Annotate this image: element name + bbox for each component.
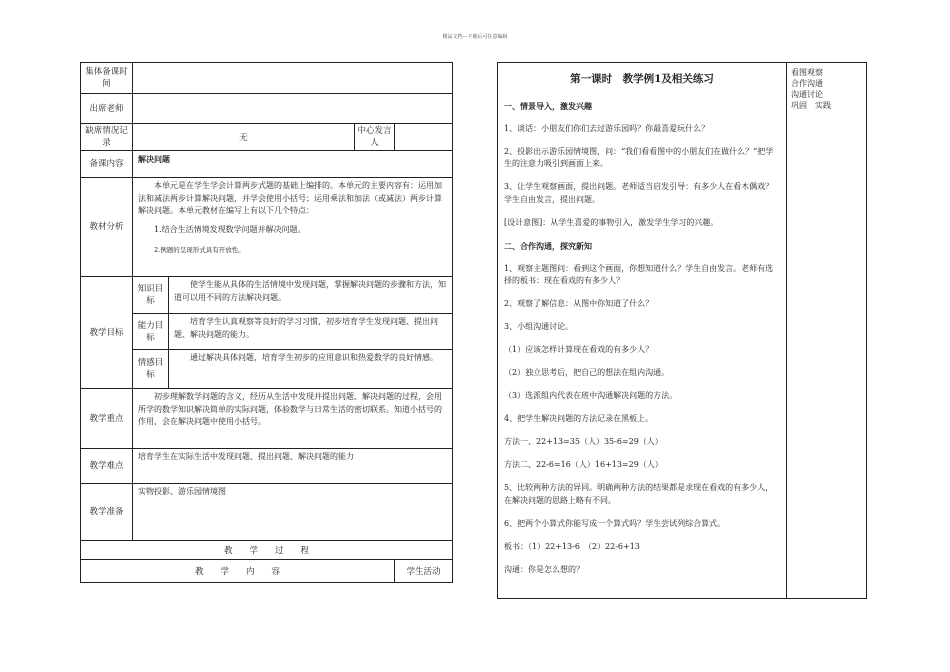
goal-ability-text: 培育学生认真观察等良好的学习习惯，初步培育学生发现问题、提出问题、解决问题的能力。 (169, 314, 453, 350)
activity-item: 看图观察 (791, 68, 823, 77)
teacher-label: 出席老师 (81, 94, 133, 124)
analysis-text: 本单元是在学生学会计算两步式题的基础上编排的。本单元的主要内容有：运用加法和减法两步计算解决问题，并学会使用小括号；运用乘法和加法（或减法）两步计算解决问题。本单元教材在编写上有以下几个特点： (138, 181, 442, 215)
teaching-content-cell (498, 63, 787, 599)
teacher-value (133, 94, 453, 124)
content-column-heading: 教 学 内 容 (81, 560, 395, 583)
step-text: 3、小组沟通讨论。 (504, 322, 574, 331)
step-text: 6、把两个小算式你能写成一个算式吗？学生尝试列综合算式。 (504, 518, 726, 528)
preparation-label: 教学准备 (81, 484, 133, 541)
step-text: （3）选派组内代表在班中沟通解决问题的方法。 (504, 391, 678, 400)
lesson-process-table (497, 62, 867, 599)
step-text: 1、观察主题图问：看到这个画面，你想知道什么？学生自由发言。老师有选择的板书：现在看戏的有多少人？ (504, 263, 774, 285)
key-points-text: 初步理解数学问题的含义，经历从生活中发现并提出问题、解决问题的过程，会用所学的数学知识解决简单的实际问题，体验数学与日常生活的密切联系。知道小括号的作用，会在解决问题中使用小括号。 (133, 389, 453, 449)
speaker-label: 中心发言人 (355, 124, 395, 151)
section-2-heading: 二、合作沟通，探究新知 (504, 240, 592, 251)
goals-label: 教学目标 (81, 277, 133, 389)
step-text: 1、谈话：小朋友们你们去过游乐园吗？你最喜爱玩什么？ (504, 123, 710, 133)
page-header: 精品文档---下载后可任意编辑 (442, 34, 508, 40)
lesson-prep-table (80, 62, 453, 583)
goal-emotion-text: 通过解决具体问题，培育学生初步的应用意识和热爱数学的良好情感。 (169, 350, 453, 389)
absence-value: 无 (133, 124, 355, 151)
step-text: 沟通：你是怎么想的？ (504, 564, 584, 574)
step-text: 3、让学生观察画面，提出问题。老师适当启发引导：有多少人在看木偶戏？学生自由发言，提出问题。 (504, 182, 774, 204)
activity-column-heading: 学生活动 (395, 560, 453, 583)
method-1: 方法一、22+13=35（人）35-6=29（人） (504, 437, 663, 446)
absence-label: 缺席情况记录 (81, 124, 133, 151)
activity-item: 沟通讨论 (791, 90, 823, 99)
goal-emotion-label: 情感目标 (133, 350, 169, 389)
method-2: 方法二、22-6=16（人）16+13=29（人） (504, 460, 663, 469)
content-label: 备课内容 (81, 151, 133, 178)
analysis-cell (133, 178, 453, 277)
board-writing: 板书：（1）22+13-6 （2）22-6+13 (504, 541, 640, 551)
analysis-point-1: 1.结合生活情境发现数学问题并解决问题。 (154, 224, 306, 234)
step-text: （1）应该怎样计算现在看戏的有多少人？ (504, 345, 654, 354)
activity-item: 巩固 实践 (791, 101, 831, 110)
student-activity-cell (787, 63, 867, 599)
goal-knowledge-label: 知识目标 (133, 277, 169, 314)
difficulty-text: 培育学生在实际生活中发现问题、提出问题、解决问题的能力 (133, 449, 453, 484)
analysis-label: 教材分析 (81, 178, 133, 277)
prep-time-value (133, 63, 453, 94)
analysis-point-2: 2.例题的呈现形式具有开放性。 (154, 246, 245, 254)
speaker-value (395, 124, 453, 151)
step-text: （2）独立思考后，把自己的想法在组内沟通。 (504, 368, 670, 377)
prep-time-label: 集体备课时间 (81, 63, 133, 94)
preparation-text: 实物投影、游乐园情境图 (133, 484, 453, 541)
content-value: 解决问题 (133, 151, 453, 178)
design-intent: [设计意图]：从学生喜爱的事物引入，激发学生学习的兴趣。 (504, 217, 719, 227)
difficulty-label: 教学难点 (81, 449, 133, 484)
section-1-heading: 一、情景导入，激发兴趣 (504, 100, 592, 111)
key-points-label: 教学重点 (81, 389, 133, 449)
goal-ability-label: 能力目标 (133, 314, 169, 350)
activity-item: 合作沟通 (791, 79, 823, 88)
step-text: 5、比较两种方法的异同。明确两种方法的结果都是求现在看戏的有多少人，在解决问题的思路上略有不同。 (504, 483, 774, 505)
process-heading: 教 学 过 程 (81, 541, 453, 560)
step-text: 2、投影出示游乐园情境图，问：“我们看看图中的小朋友们在做什么？”把学生的注意力吸引到画面上来。 (504, 146, 774, 168)
lesson-title: 第一课时 教学例1及相关练习 (570, 73, 714, 85)
step-text: 4、把学生解决问题的方法记录在黑板上。 (504, 414, 654, 423)
goal-knowledge-text: 使学生能从具体的生活情境中发现问题，掌握解决问题的步骤和方法，知道可以用不同的方法解决问题。 (169, 277, 453, 314)
step-text: 2、观察了解信息：从图中你知道了什么？ (504, 299, 654, 308)
